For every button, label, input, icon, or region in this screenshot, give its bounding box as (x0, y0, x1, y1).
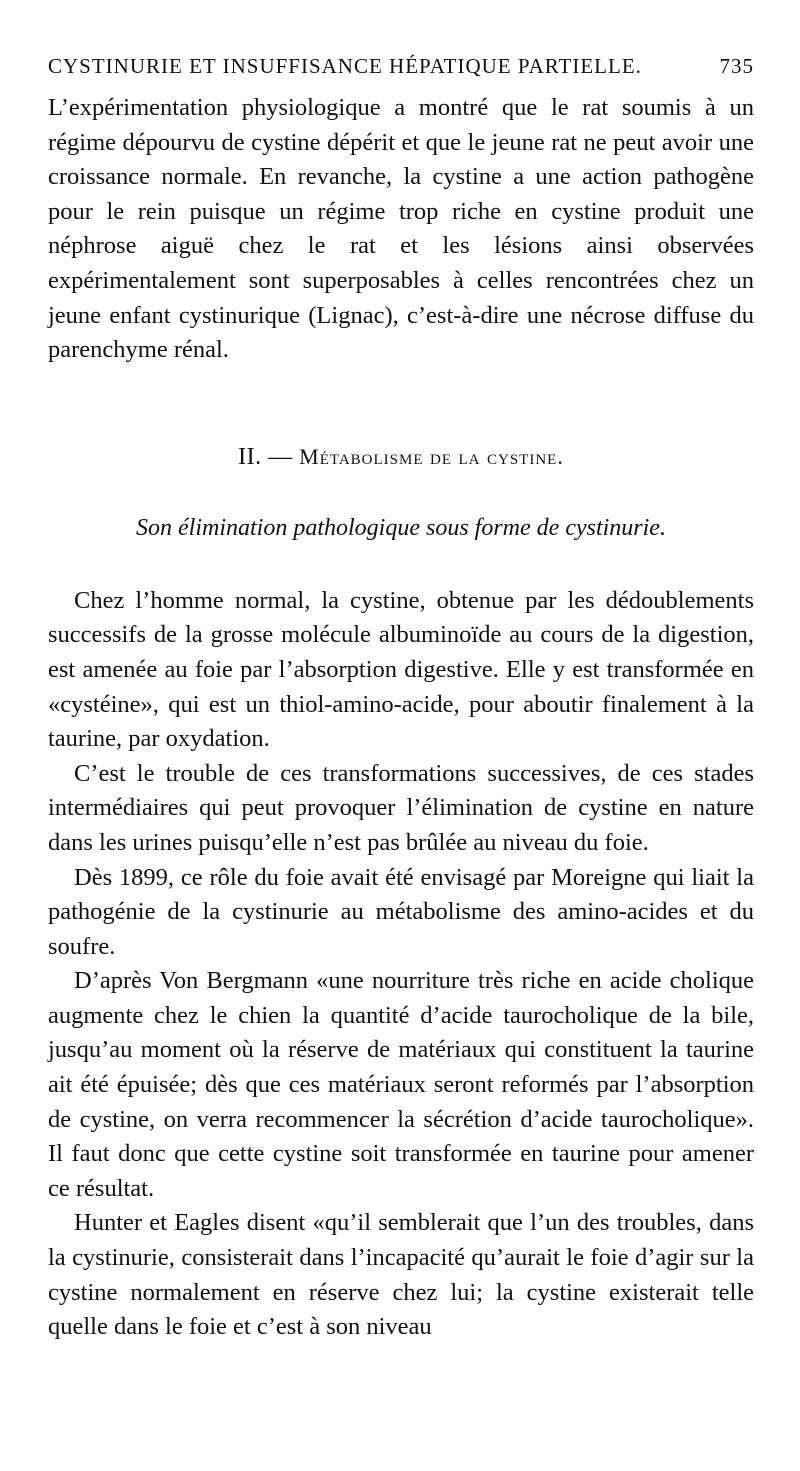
subsection-title: Son élimination pathologique sous forme de cystinurie. (136, 514, 666, 541)
section-heading (48, 444, 754, 471)
paragraph-4: Dès 1899, ce rôle du foie avait été envisagé par Moreigne qui liait la pathogénie de la cystinurie au métabolisme des amino-acides et du soufre. (48, 863, 754, 960)
paragraph-2: Chez l’homme normal, la cystine, obtenue par les dédoublements successifs de la grosse molécule albuminoïde au cours de la digestion, est amenée au foie par l’absorption digestive. Elle y est transformée en «cystéine», qui est un thiol-amino-acide, pour aboutir finalement à la taurine, par oxydation. (48, 586, 754, 753)
section-title: Métabolisme de la cystine. (299, 443, 564, 469)
paragraph-3: C’est le trouble de ces transformations successives, de ces stades intermédiaires qui peut provoquer l’élimination de cystine en nature dans les urines puisqu’elle n’est pas brûlée au niveau du foie. (48, 759, 754, 856)
running-head (48, 54, 754, 79)
book-page (48, 54, 754, 1345)
running-title: CYSTINURIE ET INSUFFISANCE HÉPATIQUE PARTIELLE. (48, 54, 642, 78)
paragraph-5: D’après Von Bergmann «une nourriture très riche en acide cholique augmente chez le chien la quantité d’acide taurocholique de la bile, jusqu’au moment où la réserve de matériaux qui constituent la taurine ait été épuisée; dès que ces matériaux seront reformés par l’absorption de cystine, on verra recommencer la sécrétion d’acide taurocholique». Il faut donc que cette cystine soit transformée en taurine pour amener ce résultat. (48, 967, 754, 1202)
paragraph-1: L’expérimentation physiologique a montré que le rat soumis à un régime dépourvu de cystine dépérit et que le jeune rat ne peut avoir une croissance normale. En revanche, la cystine a une action pathogène pour le rein puisque un régime trop riche en cystine produit une néphrose aiguë chez le rat et les lésions ainsi observées expérimentalement sont superposables à celles rencontrées chez un jeune enfant cystinurique (Lignac), c’est-à-dire une nécrose diffuse du parenchyme rénal. (48, 94, 754, 364)
paragraph-6: Hunter et Eagles disent «qu’il semblerait que l’un des troubles, dans la cystinurie, consisterait dans l’incapacité qu’aurait le foie d’agir sur la cystine normalement en réserve chez lui; la cystine existerait telle quelle dans le foie et c’est à son niveau (48, 1209, 754, 1341)
section-number: II. — (238, 443, 293, 470)
page-number: 735 (719, 54, 754, 78)
